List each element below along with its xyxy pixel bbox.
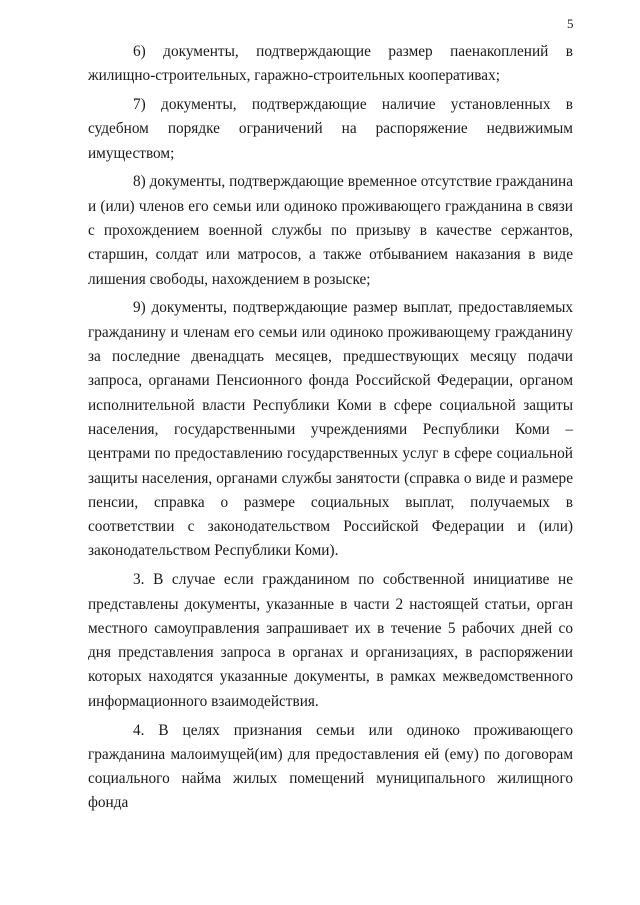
paragraph-part-4: 4. В целях признания семьи или одиноко проживающего гражданина малоимущей(им) для предоставления ей (ему) по договорам социального найма жилых помещений муниципального жилищного фонда: [88, 721, 573, 812]
paragraph-item-6: 6) документы, подтверждающие размер паенакоплений в жилищно-строительных, гаражно-строительных кооперативах;: [88, 43, 573, 85]
paragraph-item-7: 7) документы, подтверждающие наличие установленных в судебном порядке ограничений на распоряжение недвижимым имуществом;: [88, 96, 573, 162]
page-number: 5: [567, 16, 574, 31]
document-body: [88, 40, 573, 816]
paragraph-part-3: 3. В случае если гражданином по собственной инициативе не представлены документы, указанные в части 2 настоящей статьи, орган местного самоуправления запрашивает их в течение 5 рабочих дней со дня представления запроса в органах и организациях, в распоряжении которых находятся указанные документы, в рамках межведомственного информационного взаимодействия.: [88, 571, 573, 710]
paragraph-item-9: 9) документы, подтверждающие размер выплат, предоставляемых гражданину и членам его семьи или одиноко проживающему гражданину за последние двенадцать месяцев, предшествующих месяцу подачи запроса, органами Пенсионного фонда Российской Федерации, органом исполнительной власти Республики Коми в сфере социальной защиты населения, государственными учреждениями Республики Коми – центрами по предоставлению государственных услуг в сфере социальной защиты населения, органами службы занятости (справка о виде и размере пенсии, справка о размере социальных выплат, получаемых в соответствии с законодательством Российской Федерации и (или) законодательством Республики Коми).: [88, 299, 573, 560]
paragraph-item-8: 8) документы, подтверждающие временное отсутствие гражданина и (или) членов его семьи или одиноко проживающего гражданина в связи с прохождением военной службы по призыву в качестве сержантов, старшин, солдат или матросов, а также отбыванием наказания в виде лишения свободы, нахождением в розыске;: [88, 173, 573, 288]
